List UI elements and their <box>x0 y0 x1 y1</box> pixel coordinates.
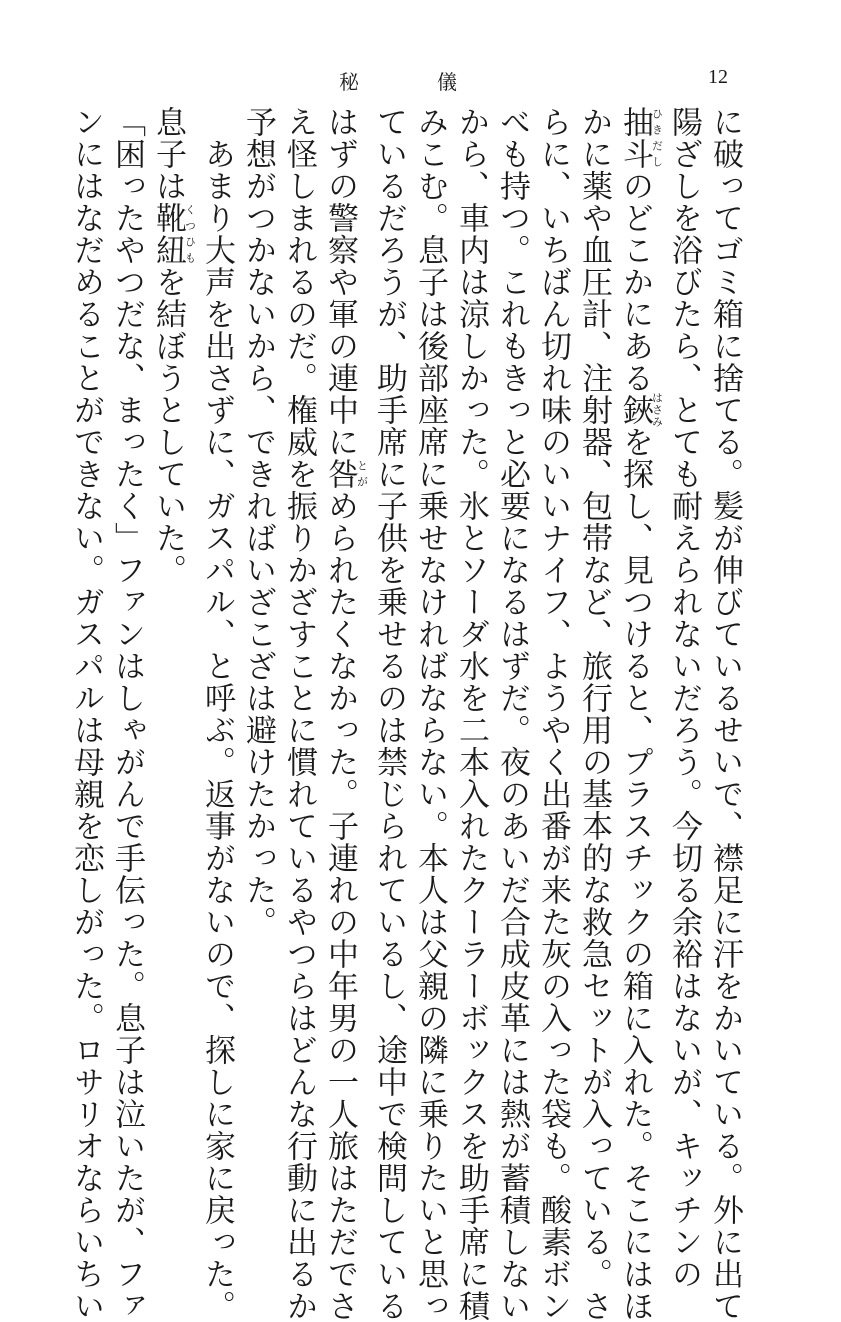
ruby-word: 鋏はさみ <box>617 392 664 428</box>
text-line: べも持つ。これもきっと必要になるはずだ。夜のあいだ合成皮革には熱が蓄積しない <box>494 106 530 1322</box>
text-line: から、車内は涼しかった。氷とソーダ水を二本入れたクーラーボックスを助手席に積 <box>453 106 489 1322</box>
text-line: みこむ。息子は後部座席に乗せなければならない。本人は父親の隣に乗りたいと思っ <box>412 106 448 1322</box>
text-line: あまり大声を出さずに、ガスパル、と呼ぶ。返事がないので、探しに家に戻った。 <box>199 106 235 1322</box>
text-line: 「困ったやつだな、まったく」ファンはしゃがんで手伝った。息子は泣いたが、ファ <box>109 106 145 1322</box>
text-line: ているだろうが、助手席に子供を乗せるのは禁じられているし、途中で検問している <box>371 106 407 1322</box>
text-line: 息子は靴紐くつひもを結ぼうとしていた。 <box>150 106 197 586</box>
ruby-word: 靴紐くつひも <box>150 202 197 266</box>
ruby-reading: はさみ <box>650 392 664 428</box>
text-line: 予想がつかないから、できればいざこざは避けたかった。 <box>240 106 276 938</box>
ruby-word: 抽斗ひきだし <box>617 106 664 170</box>
ruby-reading: ひきだし <box>650 106 664 170</box>
text-line: かに薬や血圧計、注射器、包帯など、旅行用の基本的な救急セットが入っている。さ <box>576 106 612 1322</box>
text-line: はずの警察や軍の連中に咎とがめられたくなかった。子連れの中年男の一人旅はただでさ <box>322 106 369 1322</box>
ruby-reading: くつひも <box>183 202 197 266</box>
ruby-word: 咎とが <box>322 458 369 490</box>
text-line: らに、いちばん切れ味のいいナイフ、ようやく出番が来た灰の入った袋も。酸素ボン <box>535 106 571 1322</box>
text-line: ンにはなだめることができない。ガスパルは母親を恋しがった。ロサリオならいちい <box>68 106 104 1322</box>
ruby-reading: とが <box>355 458 369 490</box>
text-line: 抽斗ひきだしのどこかにある鋏はさみを探し、見つけると、プラスチックの箱に入れた。そこにはほ <box>617 106 664 1322</box>
text-line: に破ってゴミ箱に捨てる。髪が伸びているせいで、襟足に汗をかいている。外に出て <box>707 106 743 1322</box>
page-number: 12 <box>708 66 728 88</box>
text-line: え怪しまれるのだ。権威を振りかざすことに慣れているやつらはどんな行動に出るか <box>281 106 317 1322</box>
text-line: 陽ざしを浴びたら、とても耐えられないだろう。今切る余裕はないが、キッチンの <box>666 106 702 1290</box>
vertical-body-text <box>68 106 745 1322</box>
running-header-title: 秘儀 <box>339 70 535 94</box>
